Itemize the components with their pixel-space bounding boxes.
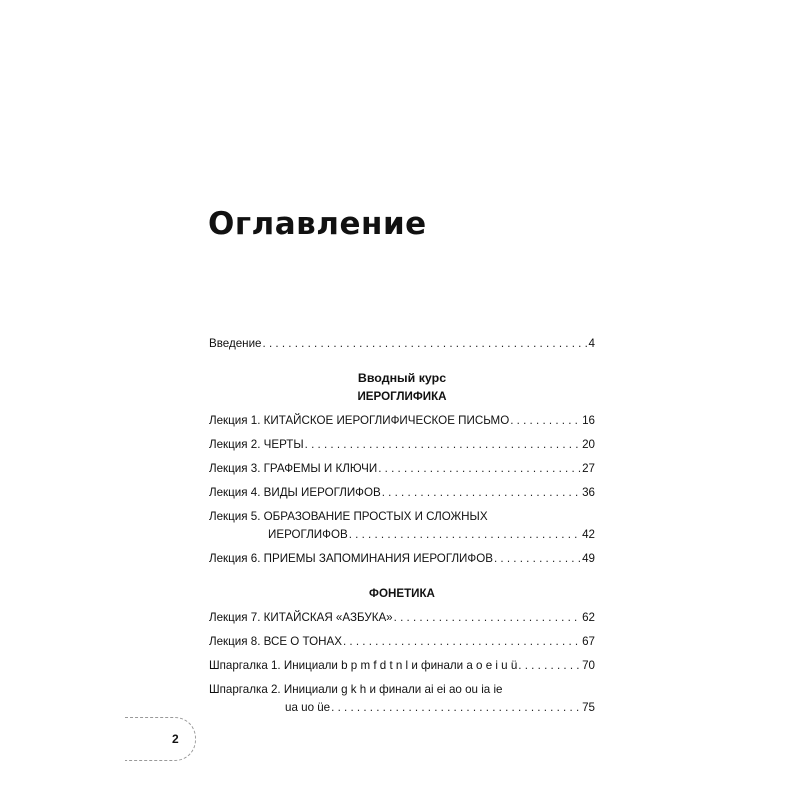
- toc-entry-page: 36: [582, 486, 595, 499]
- page-number-tab: [125, 717, 196, 761]
- toc-entry-label: Лекция 5. ОБРАЗОВАНИЕ ПРОСТЫХ И СЛОЖНЫХ: [209, 510, 488, 523]
- dot-leader: [494, 551, 581, 566]
- toc-entry-label: Лекция 4. ВИДЫ ИЕРОГЛИФОВ: [209, 486, 381, 499]
- dot-leader: [331, 700, 581, 715]
- toc-entry-intro[interactable]: [209, 336, 595, 351]
- toc-entry[interactable]: [209, 551, 595, 566]
- dot-leader: [394, 610, 581, 625]
- table-of-contents: [209, 336, 595, 715]
- toc-entry-label: Лекция 1. КИТАЙСКОЕ ИЕРОГЛИФИЧЕСКОЕ ПИСЬМО: [209, 414, 510, 427]
- toc-entry-page: 4: [588, 337, 595, 350]
- toc-entry[interactable]: [209, 413, 595, 428]
- toc-entry-page: 27: [582, 462, 595, 475]
- toc-entry[interactable]: [209, 461, 595, 476]
- toc-entry-label: Лекция 6. ПРИЕМЫ ЗАПОМИНАНИЯ ИЕРОГЛИФОВ: [209, 552, 493, 565]
- toc-entry-page: 16: [582, 414, 595, 427]
- toc-entry-label: Лекция 8. ВСЕ О ТОНАХ: [209, 635, 342, 648]
- dot-leader: [378, 461, 581, 476]
- dot-leader: [305, 437, 581, 452]
- toc-entry[interactable]: [209, 509, 595, 542]
- toc-entry-page: 62: [582, 611, 595, 624]
- toc-entry[interactable]: [209, 682, 595, 715]
- toc-entry-page: 67: [582, 635, 595, 648]
- toc-entry-label-continued: ua uo üe: [285, 701, 331, 714]
- dot-leader: [263, 336, 588, 351]
- page-number: 2: [172, 732, 179, 746]
- toc-entry[interactable]: [209, 658, 595, 673]
- section-heading-phonetics: ФОНЕТИКА: [369, 587, 435, 600]
- toc-entry-page: 49: [582, 552, 595, 565]
- page-title: Оглавление: [208, 206, 427, 242]
- dot-leader: [382, 485, 581, 500]
- toc-entry-label: Лекция 2. ЧЕРТЫ: [209, 438, 304, 451]
- dot-leader: [343, 634, 581, 649]
- toc-entry-label: Шпаргалка 1. Инициали b p m f d t n l и финали a o e i u ü: [209, 659, 518, 672]
- toc-entry-label: Шпаргалка 2. Инициали g k h и финали ai ei ao ou ia ie: [209, 683, 503, 696]
- toc-entry-label: Лекция 7. КИТАЙСКАЯ «АЗБУКА»: [209, 611, 393, 624]
- toc-entry[interactable]: [209, 437, 595, 452]
- dot-leader: [349, 527, 581, 542]
- toc-entry[interactable]: [209, 634, 595, 649]
- dot-leader: [510, 413, 581, 428]
- toc-entry-label-continued: ИЕРОГЛИФОВ: [268, 528, 348, 541]
- toc-entry-page: 20: [582, 438, 595, 451]
- toc-entry-page: 75: [582, 701, 595, 714]
- toc-entry[interactable]: [209, 610, 595, 625]
- toc-entry[interactable]: [209, 485, 595, 500]
- toc-entry-label: Введение: [209, 337, 262, 350]
- section-heading-hieroglyphics: ИЕРОГЛИФИКА: [357, 390, 447, 403]
- toc-entry-page: 70: [582, 659, 595, 672]
- toc-entry-page: 42: [582, 528, 595, 541]
- dot-leader: [518, 658, 581, 673]
- course-heading: Вводный курс: [357, 371, 447, 385]
- toc-entry-label: Лекция 3. ГРАФЕМЫ И КЛЮЧИ: [209, 462, 378, 475]
